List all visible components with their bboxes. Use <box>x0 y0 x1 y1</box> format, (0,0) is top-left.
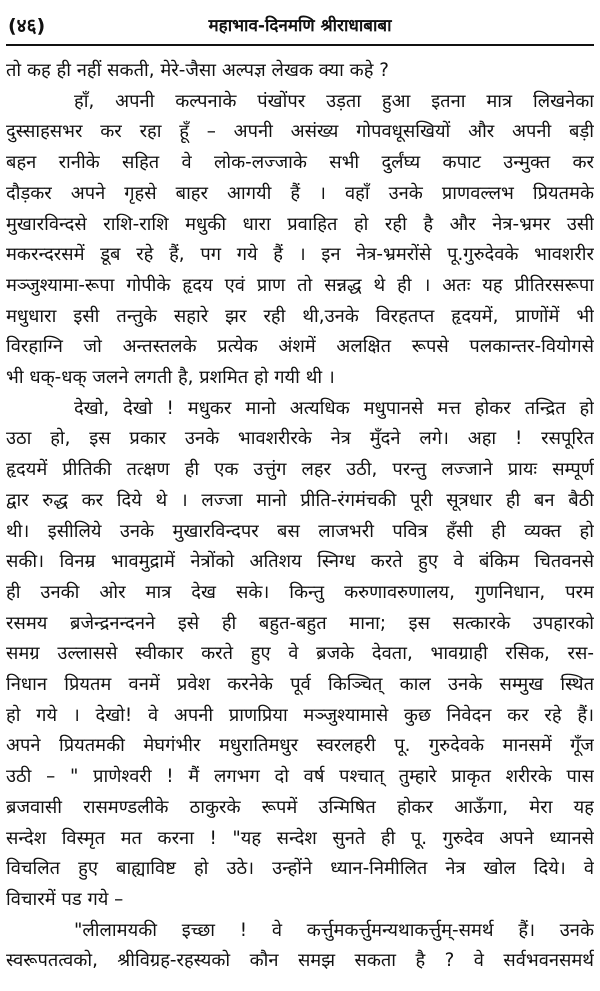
text-line: मकरन्दरसमें डूब रहे हैं, पग गये हैं । इन नेत्र-भ्रमरोंसे पू.गुरुदेवके भावशरीर <box>6 244 594 266</box>
text-line: दौड़कर अपने गृहसे बाहर आगयी हैं । वहाँ उनके प्राणवल्लभ प्रियतमके <box>6 182 594 204</box>
text-line: मधुधारा इसी तन्तुके सहारे झर रही थी,उनके विरहतप्त हृदयमें, प्राणोंमें भी <box>6 305 594 327</box>
text-line: मञ्जुश्यामा-रूपा गोपीके हृदय एवं प्राण तो सन्नद्ध थे ही । अतः यह प्रीतिरसरूपा <box>6 274 594 296</box>
running-title: महाभाव-दिनमणि श्रीराधाबाबा <box>208 16 392 36</box>
header-rule <box>6 44 594 46</box>
text-line: विचारमें पड गये – <box>6 888 124 910</box>
text-line: रसमय ब्रजेन्द्रनन्दनने इसे ही बहुत-बहुत माना; इस सत्कारके उपहारको <box>6 612 594 634</box>
text-line: हृदयमें प्रीतिकी तत्क्षण ही एक उत्तुंग लहर उठी, परन्तु लज्जाने प्रायः सम्पूर्ण <box>6 459 594 481</box>
text-line: विरहाग्नि जो अन्तस्तलके प्रत्येक अंशमें अलक्षित रूपसे पलकान्तर-वियोगसे <box>6 336 594 358</box>
text-line: "लीलामयकी इच्छा ! वे कर्त्तुमकर्त्तुमन्यथाकर्त्तुम्-समर्थ हैं। उनके <box>74 919 594 941</box>
text-line: सन्देश विस्मृत मत करना ! "यह सन्देश सुनते ही पू. गुरुदेव अपने ध्यानसे <box>6 827 594 849</box>
text-line: हाँ, अपनी कल्पनाके पंखोंपर उड़ता हुआ इतना मात्र लिखनेका <box>74 90 594 112</box>
text-line: उठी – " प्राणेश्वरी ! मैं लगभग दो वर्ष पश्चात् तुम्हारे प्राकृत शरीरके पास <box>6 766 594 788</box>
text-line: समग्र उल्लाससे स्वीकार करते हुए वे ब्रजके देवता, भावग्राही रसिक, रस- <box>6 643 594 665</box>
page-header <box>0 0 600 50</box>
text-line: दुस्साहसभर कर रहा हूँ – अपनी असंख्य गोपवधूसखियों और अपनी बड़ी <box>6 121 594 143</box>
text-line: भी धक्-धक् जलने लगती है, प्रशमित हो गयी थी । <box>6 367 335 388</box>
text-line: देखो, देखो ! मधुकर मानो अत्यधिक मधुपानसे मत्त होकर तन्द्रित हो <box>74 397 594 419</box>
text-line: उठा हो, इस प्रकार उनके भावशरीरके नेत्र मुँदने लगे। अहा ! रसपूरित <box>6 428 594 450</box>
text-line: थी। इसीलिये उनके मुखारविन्दपर बस लाजभरी पवित्र हँसी ही व्यक्त हो <box>6 520 594 542</box>
text-line: हो गये । देखो! वे अपनी प्राणप्रिया मञ्जुश्यामासे कुछ निवेदन कर रहे हैं। <box>6 704 594 726</box>
text-line: सकी। विनम्र भावमुद्रामें नेत्रोंको अतिशय स्निग्ध करते हुए वे बंकिम चितवनसे <box>6 551 594 573</box>
text-line: ही उनकी ओर मात्र देख सके। किन्तु करुणावरुणालय, गुणनिधान, परम <box>6 581 594 603</box>
text-line: तो कह ही नहीं सकती, मेरे-जैसा अल्पज्ञ लेखक क्या कहे ? <box>6 60 389 81</box>
text-line: स्वरूपतत्वको, श्रीविग्रह-रहस्यको कौन समझ सकता है ? वे सर्वभवनसमर्थ <box>6 950 594 972</box>
text-line: विचलित हुए बाह्याविष्ट हो उठे। उन्होंने ध्यान-निमीलित नेत्र खोल दिये। वे <box>6 858 594 880</box>
text-line: निधान प्रियतम वनमें प्रवेश करनेके पूर्व किञ्चित् काल उनके सम्मुख स्थित <box>6 674 594 695</box>
page-number: (४६) <box>8 15 46 37</box>
text-line: मुखारविन्दसे राशि-राशि मधुकी धारा प्रवाहित हो रही है और नेत्र-भ्रमर उसी <box>6 213 594 235</box>
text-line: द्वार रुद्ध कर दिये थे । लज्जा मानो प्रीति-रंगमंचकी पूरी सूत्रधार ही बन बैठी <box>6 489 594 511</box>
text-line: ब्रजवासी रासमण्डलीके ठाकुरके रूपमें उन्मिषित होकर आऊँगा, मेरा यह <box>6 796 594 818</box>
text-line: अपने प्रियतमकी मेघगंभीर मधुरातिमधुर स्वरलहरी पू. गुरुदेवके मानसमें गूँज <box>6 735 594 757</box>
text-line: बहन रानीके सहित वे लोक-लज्जाके सभी दुर्लंघ्य कपाट उन्मुक्त कर <box>6 152 594 174</box>
